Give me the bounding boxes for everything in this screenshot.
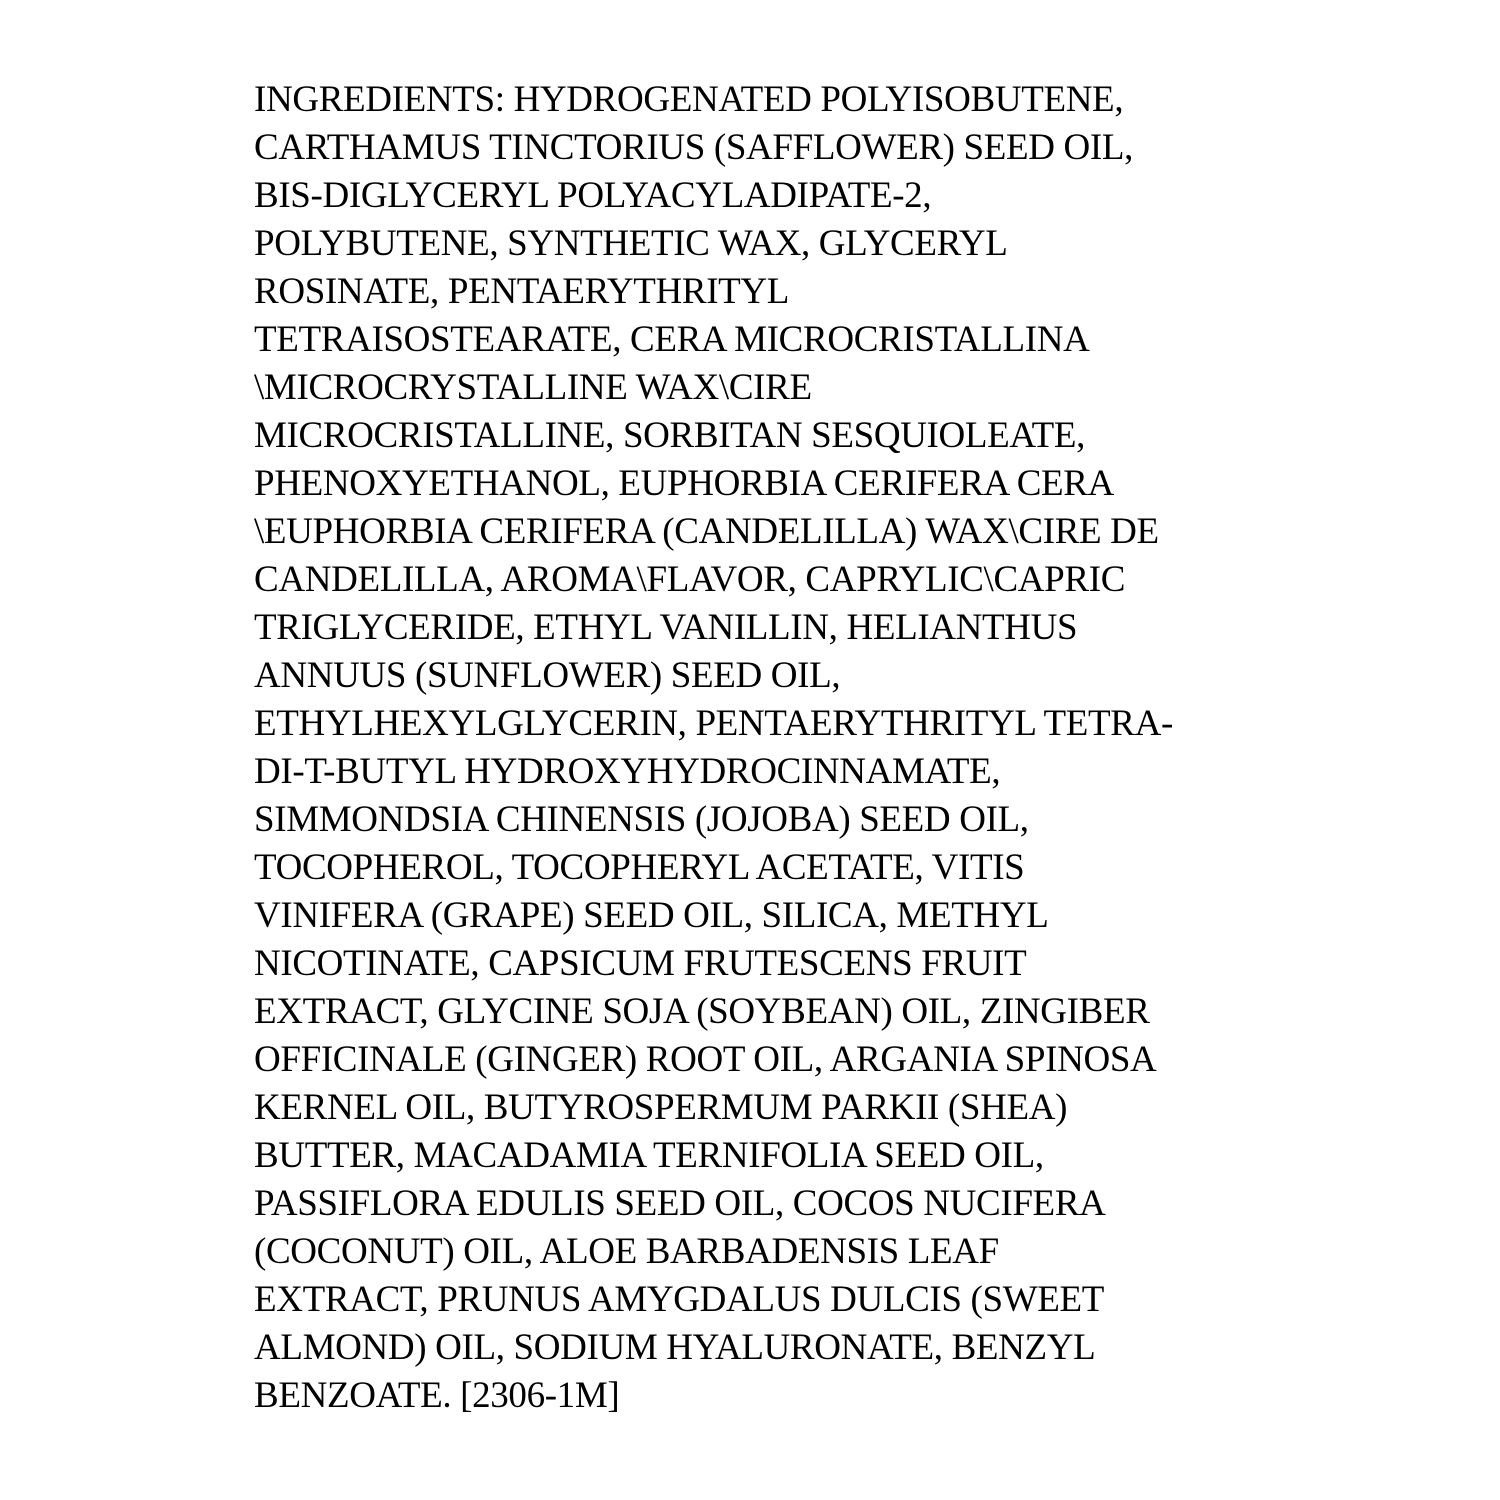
ingredients-line: EXTRACT, PRUNUS AMYGDALUS DULCIS (SWEET: [254, 1279, 1105, 1320]
ingredients-line: ROSINATE, PENTAERYTHRITYL: [254, 271, 790, 312]
ingredients-line: \EUPHORBIA CERIFERA (CANDELILLA) WAX\CIRE DE: [254, 511, 1159, 552]
ingredients-line: CANDELILLA, AROMA\FLAVOR, CAPRYLIC\CAPRIC: [254, 559, 1126, 600]
ingredients-line: ETHYLHEXYLGLYCERIN, PENTAERYTHRITYL TETRA-: [254, 703, 1173, 744]
ingredients-line: ANNUUS (SUNFLOWER) SEED OIL,: [254, 655, 841, 696]
ingredients-line: SIMMONDSIA CHINENSIS (JOJOBA) SEED OIL,: [254, 799, 1029, 840]
ingredients-line: BIS-DIGLYCERYL POLYACYLADIPATE-2,: [254, 175, 932, 216]
ingredients-line: VINIFERA (GRAPE) SEED OIL, SILICA, METHYL: [254, 895, 1049, 936]
ingredients-line: TETRAISOSTEARATE, CERA MICROCRISTALLINA: [254, 319, 1090, 360]
ingredients-line: POLYBUTENE, SYNTHETIC WAX, GLYCERYL: [254, 223, 1008, 264]
ingredients-line: ALMOND) OIL, SODIUM HYALURONATE, BENZYL: [254, 1327, 1096, 1368]
ingredients-line: MICROCRISTALLINE, SORBITAN SESQUIOLEATE,: [254, 415, 1086, 456]
ingredients-line: KERNEL OIL, BUTYROSPERMUM PARKII (SHEA): [254, 1087, 1068, 1128]
ingredients-line: PASSIFLORA EDULIS SEED OIL, COCOS NUCIFERA: [254, 1183, 1106, 1224]
ingredients-line: OFFICINALE (GINGER) ROOT OIL, ARGANIA SPINOSA: [254, 1039, 1157, 1080]
ingredients-line: PHENOXYETHANOL, EUPHORBIA CERIFERA CERA: [254, 463, 1115, 504]
ingredients-list: [254, 76, 1264, 1420]
ingredients-line: BUTTER, MACADAMIA TERNIFOLIA SEED OIL,: [254, 1135, 1044, 1176]
ingredients-line: (COCONUT) OIL, ALOE BARBADENSIS LEAF: [254, 1231, 999, 1272]
ingredients-line: NICOTINATE, CAPSICUM FRUTESCENS FRUIT: [254, 943, 1027, 984]
ingredients-line: INGREDIENTS: HYDROGENATED POLYISOBUTENE,: [254, 79, 1124, 120]
ingredients-line: \MICROCRYSTALLINE WAX\CIRE: [254, 367, 812, 408]
ingredients-line: TRIGLYCERIDE, ETHYL VANILLIN, HELIANTHUS: [254, 607, 1078, 648]
ingredients-line: TOCOPHEROL, TOCOPHERYL ACETATE, VITIS: [254, 847, 1025, 888]
ingredients-line: DI-T-BUTYL HYDROXYHYDROCINNAMATE,: [254, 751, 1001, 792]
ingredients-line: EXTRACT, GLYCINE SOJA (SOYBEAN) OIL, ZINGIBER: [254, 991, 1150, 1032]
ingredients-line: CARTHAMUS TINCTORIUS (SAFFLOWER) SEED OIL,: [254, 127, 1134, 168]
ingredients-line: BENZOATE. [2306-1M]: [254, 1375, 620, 1416]
